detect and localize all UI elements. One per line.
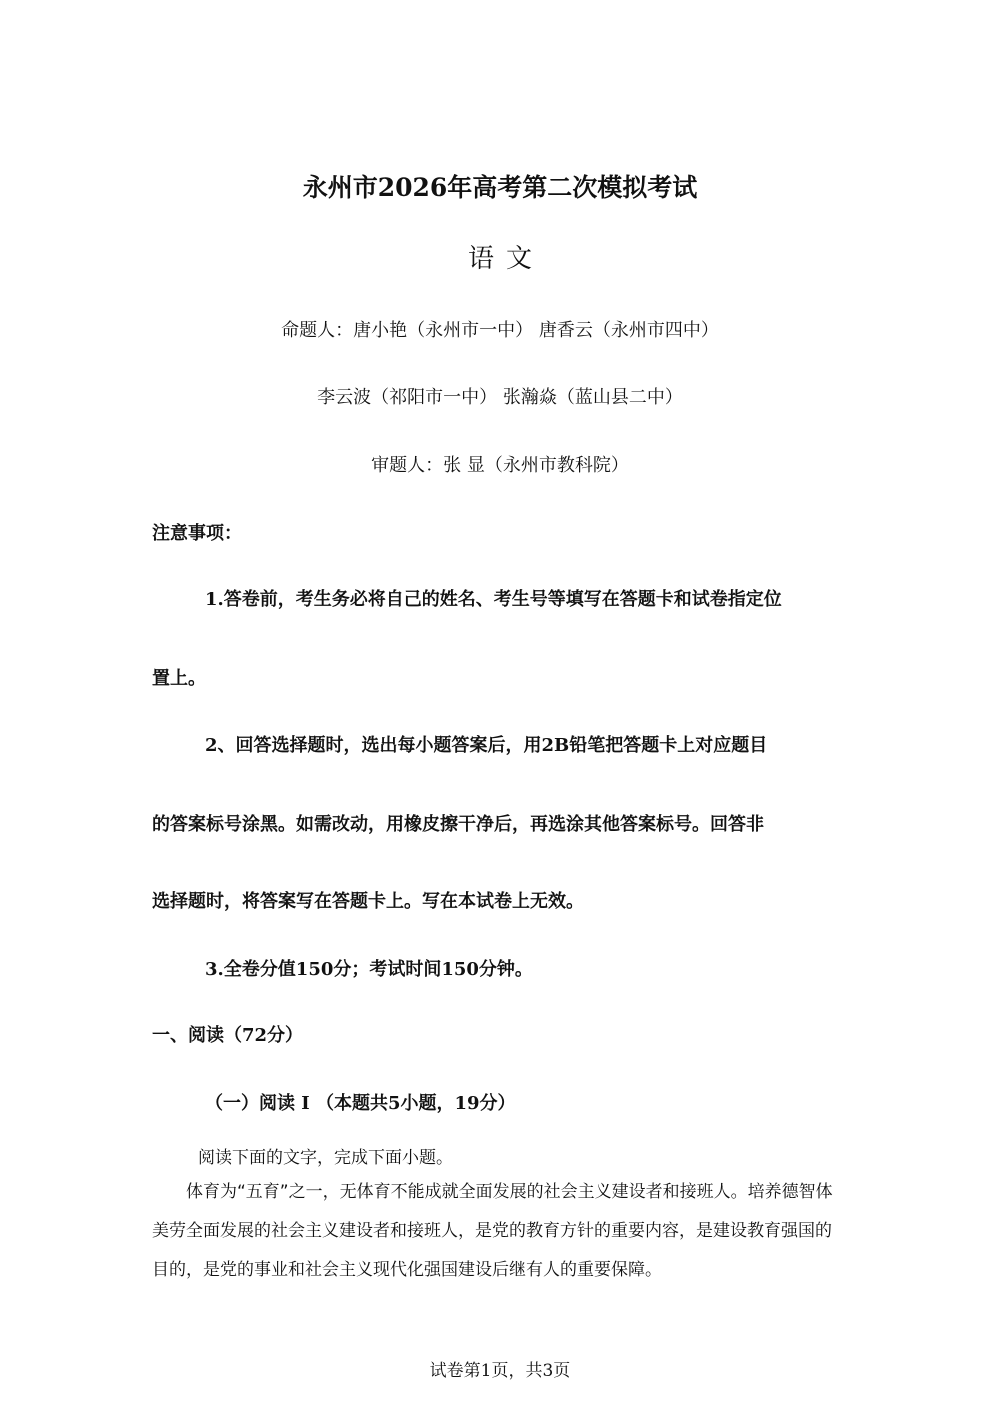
authors-line-2: 李云波（祁阳市一中） 张瀚焱（蓝山县二中） [317,387,683,408]
notice-item-3: 3.全卷分值150分；考试时间150分钟。 [205,959,533,980]
notice-item-2-line-2: 的答案标号涂黑。如需改动，用橡皮擦干净后，再选涂其他答案标号。回答非 [152,814,764,835]
exam-title: 永州市2026年高考第二次模拟考试 [302,173,698,202]
notice-item-1-line-1: 1.答卷前，考生务必将自己的姓名、考生号等填写在答题卡和试卷指定位 [205,589,782,610]
reading-instruction: 阅读下面的文字，完成下面小题。 [198,1148,453,1168]
reading-paragraph: 体育为“五育”之一，无体育不能成就全面发展的社会主义建设者和接班人。培养德智体美劳全面发展的社会主义建设者和接班人，是党的教育方针的重要内容，是建设教育强国的目的，是党的事业和社会主义现代化强国建设后继有人的重要保障。 [152,1182,833,1280]
page-footer: 试卷第1页，共3页 [429,1361,571,1381]
notice-item-2-line-1: 2、回答选择题时，选出每小题答案后，用2B铅笔把答题卡上对应题目 [205,735,768,756]
notice-item-1-line-2: 置上。 [152,668,206,689]
authors-line-1: 命题人：唐小艳（永州市一中） 唐香云（永州市四中） [281,320,719,341]
section-heading: 一、阅读（72分） [152,1025,304,1046]
subject-title: 语文 [467,244,544,274]
section-subheading: （一）阅读 I （本题共5小题，19分） [205,1093,516,1114]
reviewer-line: 审题人：张 显（永州市教科院） [371,455,629,476]
notice-item-2-line-3: 选择题时，将答案写在答题卡上。写在本试卷上无效。 [152,891,584,912]
notice-heading: 注意事项： [152,523,242,544]
